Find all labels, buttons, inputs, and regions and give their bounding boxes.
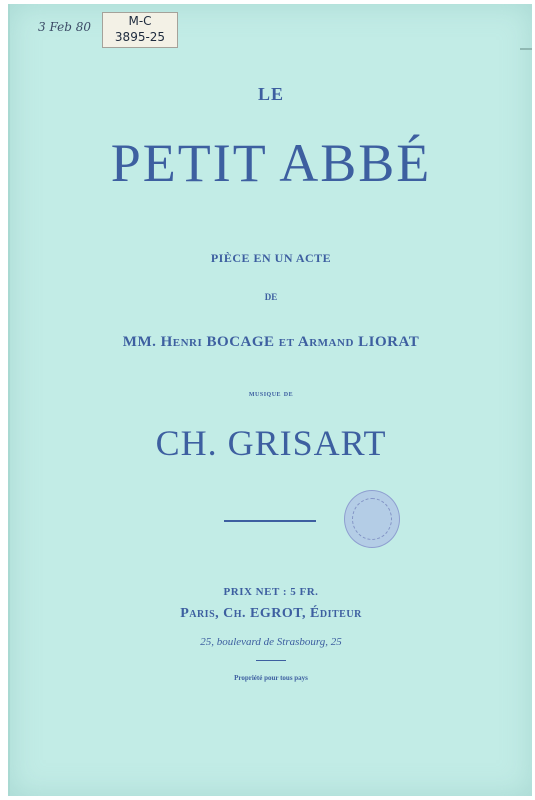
main-title: PETIT ABBÉ <box>110 133 432 193</box>
cover-page <box>8 4 532 796</box>
library-call-number-label <box>102 12 178 48</box>
handwritten-date: 3 Feb 80 <box>38 20 91 34</box>
call-number-line1: M-C <box>128 14 152 28</box>
composer-name: CH. GRISART <box>155 423 387 463</box>
music-by-label: musique de <box>248 388 294 398</box>
publisher-address: 25, boulevard de Strasbourg, 25 <box>200 636 342 648</box>
by-label: DE <box>264 292 278 302</box>
publisher: Paris, Ch. EGROT, Éditeur <box>180 606 362 621</box>
divider-rule <box>224 520 316 522</box>
rights-notice: Propriété pour tous pays <box>234 674 308 682</box>
call-number-line2: 3895-25 <box>114 30 166 44</box>
price: PRIX NET : 5 FR. <box>223 586 319 598</box>
library-stamp <box>344 490 400 548</box>
paper-tear <box>520 48 532 50</box>
subtitle: PIÈCE EN UN ACTE <box>210 251 332 265</box>
title-article: LE <box>257 84 284 104</box>
authors: MM. Henri BOCAGE et Armand LIORAT <box>122 334 420 350</box>
small-divider-rule <box>256 660 286 661</box>
